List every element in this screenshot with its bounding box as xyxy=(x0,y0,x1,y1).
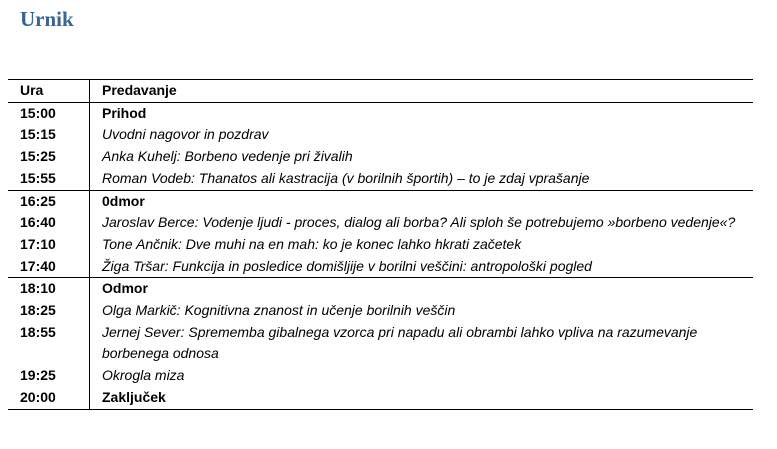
row-time: 16:40 xyxy=(8,212,90,234)
row-time: 18:55 xyxy=(8,322,90,365)
row-text: Roman Vodeb: Thanatos ali kastracija (v borilnih športih) – to je zdaj vprašanje xyxy=(102,169,590,186)
row-time: 15:00 xyxy=(8,102,90,124)
row-text: Tone Ančnik: Dve muhi na en mah: ko je konec lahko hkrati začetek xyxy=(102,235,522,252)
table-row xyxy=(8,365,753,387)
table-row xyxy=(8,234,753,256)
table-row xyxy=(8,124,753,146)
row-text: Jernej Sever: Sprememba gibalnega vzorca pri napadu ali obrambi lahko vpliva na razumevanje borbenega odnosa xyxy=(102,323,698,362)
table-row xyxy=(8,278,753,300)
row-text: Anka Kuhelj: Borbeno vedenje pri živalih xyxy=(102,148,353,165)
row-text: Olga Markič: Kognitivna znanost in učenje borilnih veščin xyxy=(102,302,456,319)
row-text: Prihod xyxy=(90,102,754,124)
header-time: Ura xyxy=(8,80,90,103)
table-row xyxy=(8,300,753,322)
row-text: 0dmor xyxy=(90,190,754,212)
row-time: 16:25 xyxy=(8,190,90,212)
schedule-body xyxy=(8,102,753,409)
table-row xyxy=(8,256,753,278)
row-time: 18:10 xyxy=(8,278,90,300)
table-row xyxy=(8,146,753,168)
row-text: Okrogla miza xyxy=(102,367,185,384)
row-time: 20:00 xyxy=(8,387,90,409)
row-time: 15:55 xyxy=(8,168,90,190)
row-time: 17:40 xyxy=(8,256,90,278)
row-text: Jaroslav Berce: Vodenje ljudi - proces, dialog ali borba? Ali sploh še potrebujemo »borbeno vedenje«? xyxy=(102,214,736,231)
row-time: 18:25 xyxy=(8,300,90,322)
row-time: 15:15 xyxy=(8,124,90,146)
table-header-row xyxy=(8,80,753,103)
schedule-table xyxy=(8,79,753,410)
page-title: Urnik xyxy=(20,7,74,31)
table-row xyxy=(8,102,753,124)
row-time: 15:25 xyxy=(8,146,90,168)
row-text: Žiga Tršar: Funkcija in posledice domišljije v borilni veščini: antropološki pogled xyxy=(102,257,592,274)
row-time: 19:25 xyxy=(8,365,90,387)
row-text: Uvodni nagovor in pozdrav xyxy=(102,126,269,143)
table-row xyxy=(8,212,753,234)
table-row xyxy=(8,387,753,409)
header-talk: Predavanje xyxy=(90,80,754,103)
row-text: Odmor xyxy=(90,278,754,300)
table-row xyxy=(8,190,753,212)
table-row xyxy=(8,168,753,190)
table-row xyxy=(8,322,753,365)
row-text: Zaključek xyxy=(90,387,754,409)
row-time: 17:10 xyxy=(8,234,90,256)
